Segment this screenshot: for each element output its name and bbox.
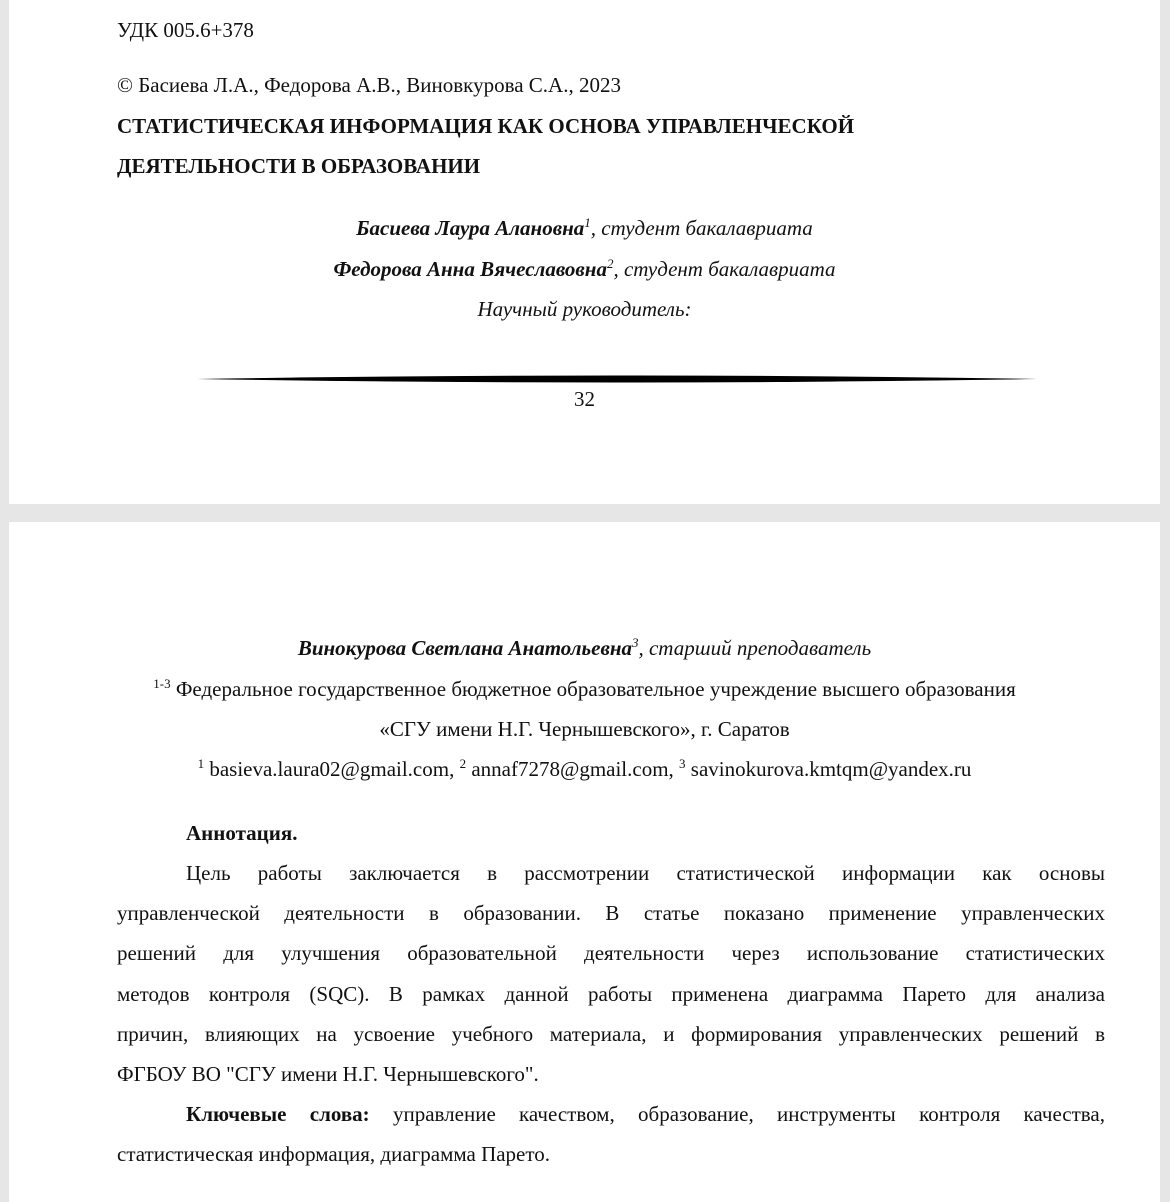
author-name: Басиева Лаура Алановна xyxy=(356,216,585,240)
email-address: savinokurova.kmtqm@yandex.ru xyxy=(685,757,972,781)
keywords-label: Ключевые слова: xyxy=(186,1102,370,1126)
abstract-line: решений для улучшения образовательной деятельности через использование статистических xyxy=(117,941,1105,965)
affiliation-line-2: «СГУ имени Н.Г. Чернышевского», г. Саратов xyxy=(379,717,790,741)
abstract-line: методов контроля (SQC). В рамках данной работы применена диаграмма Парето для анализа xyxy=(117,982,1105,1006)
author-footnote-marker: 2 xyxy=(606,256,614,271)
email-footnote-marker: 3 xyxy=(679,756,686,771)
abstract-heading: Аннотация. xyxy=(186,821,298,845)
affiliation-footnote-marker: 1-3 xyxy=(153,676,171,691)
email-address: basieva.laura02@gmail.com, xyxy=(204,757,460,781)
keywords-line-2: статистическая информация, диаграмма Парето. xyxy=(117,1142,551,1166)
udk-code: УДК 005.6+378 xyxy=(117,18,254,42)
author-name: Винокурова Светлана Анатольевна xyxy=(297,636,632,660)
abstract-line: причин, влияющих на усвоение учебного материала, и формирования управленческих решений в xyxy=(117,1022,1105,1046)
keywords-line-1 xyxy=(186,1101,1105,1127)
article-title-line-1: СТАТИСТИЧЕСКАЯ ИНФОРМАЦИЯ КАК ОСНОВА УПРАВЛЕНЧЕСКОЙ xyxy=(117,114,855,138)
author-name: Федорова Анна Вячеславовна xyxy=(333,257,607,281)
author-line-3 xyxy=(9,635,1160,661)
abstract-line: ФГБОУ ВО "СГУ имени Н.Г. Чернышевского". xyxy=(117,1062,539,1086)
author-footnote-marker: 3 xyxy=(631,635,639,650)
abstract-line: Цель работы заключается в рассмотрении статистической информации как основы xyxy=(186,861,1105,885)
supervisor-label: Научный руководитель: xyxy=(477,297,692,321)
footer-divider xyxy=(197,372,1037,386)
email-footnote-marker: 2 xyxy=(459,756,467,771)
author-role: , студент бакалавриата xyxy=(613,257,836,281)
email-line xyxy=(9,756,1160,782)
document-page-2 xyxy=(9,522,1160,1202)
page-number: 32 xyxy=(574,387,595,411)
affiliation-line-1 xyxy=(9,676,1160,702)
abstract-line: управленческой деятельности в образовании. В статье показано применение управленческих xyxy=(117,901,1105,925)
author-role: , студент бакалавриата xyxy=(590,216,813,240)
email-footnote-marker: 1 xyxy=(197,756,205,771)
affiliation-text: Федеральное государственное бюджетное образовательное учреждение высшего образования xyxy=(170,677,1016,701)
copyright-line: © Басиева Л.А., Федорова А.В., Виновкурова С.А., 2023 xyxy=(117,73,621,97)
document-page-1 xyxy=(9,0,1160,504)
author-line-2 xyxy=(9,256,1160,282)
author-line-1 xyxy=(9,215,1160,241)
article-title-line-2: ДЕЯТЕЛЬНОСТИ В ОБРАЗОВАНИИ xyxy=(117,154,481,178)
keywords-text: управление качеством, образование, инструменты контроля качества, xyxy=(369,1102,1105,1126)
email-address: annaf7278@gmail.com, xyxy=(466,757,680,781)
author-footnote-marker: 1 xyxy=(584,215,591,230)
author-role: , старший преподаватель xyxy=(638,636,872,660)
